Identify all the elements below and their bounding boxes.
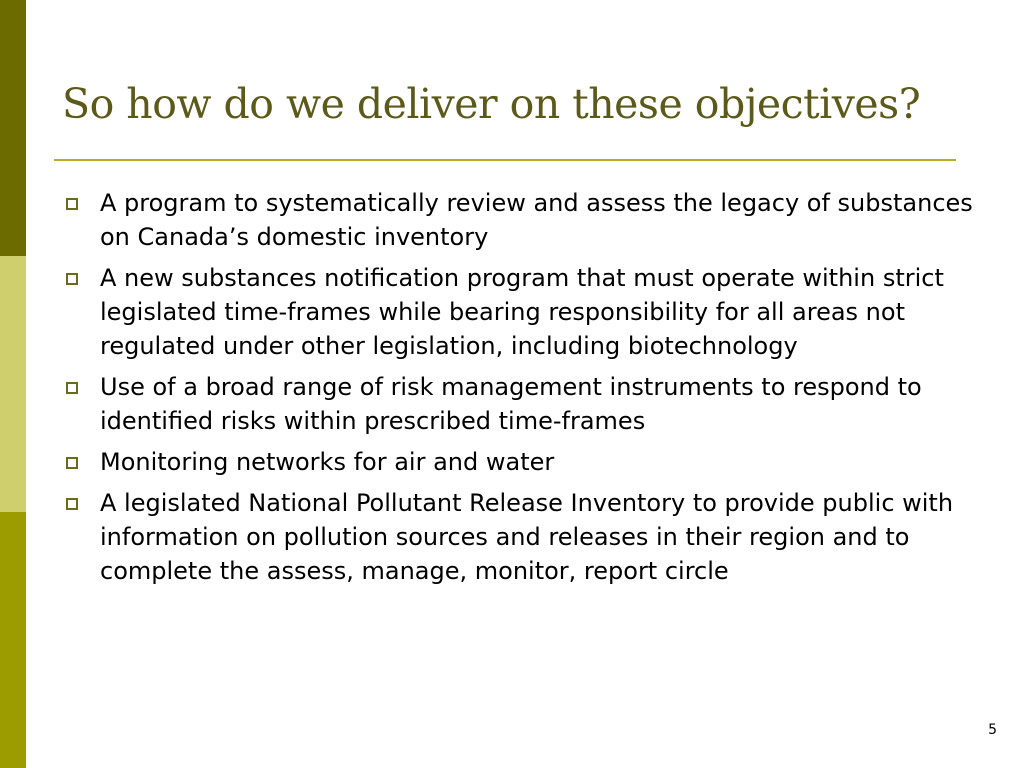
bullet-text: Monitoring networks for air and water (100, 448, 555, 476)
bullet-item (64, 486, 984, 588)
square-bullet-icon (66, 382, 78, 394)
side-band-bottom (0, 512, 26, 768)
bullet-list (64, 186, 984, 595)
bullet-text: Use of a broad range of risk management instruments to respond to identified risks within prescribed time-frames (100, 373, 922, 435)
side-band-middle (0, 256, 26, 512)
square-bullet-icon (66, 457, 78, 469)
side-band-top (0, 0, 26, 256)
title-divider (54, 159, 956, 161)
slide-number: 5 (988, 722, 997, 738)
bullet-item (64, 445, 984, 479)
bullet-item (64, 261, 984, 363)
bullet-text: A new substances notification program that must operate within strict legislated time-frames while bearing responsibility for all areas not regulated under other legislation, including biotechnology (100, 264, 944, 360)
square-bullet-icon (66, 273, 78, 285)
slide-title: So how do we deliver on these objectives? (62, 80, 921, 128)
square-bullet-icon (66, 498, 78, 510)
bullet-item (64, 370, 984, 438)
bullet-item (64, 186, 984, 254)
square-bullet-icon (66, 198, 78, 210)
bullet-text: A legislated National Pollutant Release Inventory to provide public with information on pollution sources and releases in their region and to complete the assess, manage, monitor, report circle (100, 489, 954, 585)
bullet-text: A program to systematically review and assess the legacy of substances on Canada’s domestic inventory (100, 189, 973, 251)
